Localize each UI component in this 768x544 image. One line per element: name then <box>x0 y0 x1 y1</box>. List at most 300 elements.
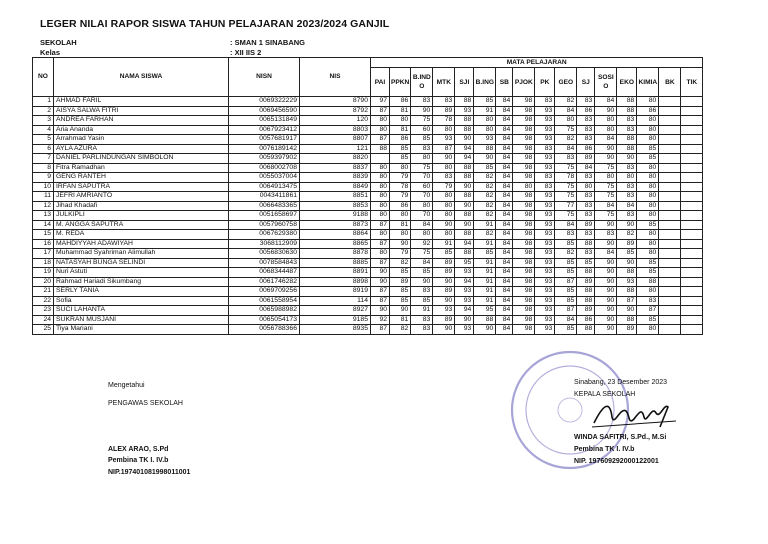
table-row <box>33 268 703 278</box>
score-cell: 88 <box>577 325 595 335</box>
score-cell: 80 <box>637 201 659 211</box>
score-cell: 93 <box>455 287 474 297</box>
table-row <box>33 125 703 135</box>
score-cell: 98 <box>513 249 535 259</box>
score-cell: 93 <box>535 163 555 173</box>
score-cell: 70 <box>411 211 433 221</box>
student-nis: 8864 <box>300 230 371 240</box>
score-cell: 84 <box>496 249 513 259</box>
score-cell: 80 <box>433 192 455 202</box>
subject-header: MTK <box>433 68 455 97</box>
row-number: 15 <box>33 230 54 240</box>
score-cell <box>681 268 703 278</box>
score-cell <box>659 249 681 259</box>
score-cell: 93 <box>455 325 474 335</box>
score-cell: 84 <box>496 325 513 335</box>
student-name: ANDREA FARHAN <box>54 116 229 126</box>
score-cell: 98 <box>513 296 535 306</box>
score-cell: 87 <box>371 296 390 306</box>
student-name: DANIEL PARLINDUNGAN SIMBOLON <box>54 154 229 164</box>
score-cell: 82 <box>474 182 496 192</box>
row-number: 2 <box>33 106 54 116</box>
score-cell: 93 <box>433 135 455 145</box>
score-cell: 98 <box>513 144 535 154</box>
sign-left-role: PENGAWAS SEKOLAH <box>108 400 183 407</box>
score-cell: 75 <box>595 211 617 221</box>
student-nis: 8837 <box>300 163 371 173</box>
score-cell: 85 <box>433 249 455 259</box>
score-cell: 84 <box>496 239 513 249</box>
score-cell: 91 <box>474 258 496 268</box>
score-cell: 93 <box>535 306 555 316</box>
score-cell: 84 <box>496 296 513 306</box>
score-cell: 78 <box>433 116 455 126</box>
score-cell: 93 <box>535 154 555 164</box>
score-cell: 88 <box>637 277 659 287</box>
score-cell: 88 <box>371 144 390 154</box>
student-name: JEFRI AMRIANTO <box>54 192 229 202</box>
score-cell: 83 <box>555 154 577 164</box>
score-cell <box>659 306 681 316</box>
score-cell: 84 <box>411 258 433 268</box>
score-cell: 82 <box>390 258 411 268</box>
table-row <box>33 201 703 211</box>
score-cell: 83 <box>535 173 555 183</box>
score-cell: 80 <box>637 97 659 107</box>
score-cell: 80 <box>637 116 659 126</box>
row-number: 9 <box>33 173 54 183</box>
score-cell: 93 <box>535 249 555 259</box>
score-cell: 90 <box>371 277 390 287</box>
score-cell <box>659 135 681 145</box>
score-cell: 93 <box>535 201 555 211</box>
score-cell: 98 <box>513 268 535 278</box>
score-cell: 93 <box>535 268 555 278</box>
score-cell <box>659 315 681 325</box>
score-cell <box>681 201 703 211</box>
row-number: 12 <box>33 201 54 211</box>
subject-header: SJI <box>455 68 474 97</box>
student-name: SUKRAN MUSJANI <box>54 315 229 325</box>
student-nisn: 0057681917 <box>229 135 300 145</box>
score-cell <box>659 192 681 202</box>
table-row <box>33 182 703 192</box>
score-cell: 84 <box>496 135 513 145</box>
score-cell: 90 <box>371 306 390 316</box>
col-header-name: NAMA SISWA <box>54 58 229 97</box>
student-name: IRFAN SAPUTRA <box>54 182 229 192</box>
score-cell <box>681 258 703 268</box>
score-cell: 98 <box>513 325 535 335</box>
class-row <box>40 48 262 57</box>
score-cell: 98 <box>513 163 535 173</box>
table-row <box>33 306 703 316</box>
score-cell: 93 <box>535 258 555 268</box>
score-cell: 80 <box>637 125 659 135</box>
student-nisn: 0061558954 <box>229 296 300 306</box>
score-cell: 98 <box>513 201 535 211</box>
row-number: 18 <box>33 258 54 268</box>
score-cell: 85 <box>555 258 577 268</box>
score-cell: 84 <box>595 97 617 107</box>
score-cell: 77 <box>555 201 577 211</box>
score-cell: 75 <box>595 182 617 192</box>
score-cell: 89 <box>433 258 455 268</box>
score-cell: 90 <box>595 315 617 325</box>
row-number: 1 <box>33 97 54 107</box>
score-cell <box>681 277 703 287</box>
score-cell: 84 <box>496 287 513 297</box>
score-cell: 80 <box>371 163 390 173</box>
score-cell: 92 <box>411 239 433 249</box>
score-cell: 90 <box>617 154 637 164</box>
row-number: 14 <box>33 220 54 230</box>
score-cell: 80 <box>637 287 659 297</box>
score-cell: 95 <box>474 306 496 316</box>
score-cell: 80 <box>637 135 659 145</box>
student-name: M. REDA <box>54 230 229 240</box>
row-number: 25 <box>33 325 54 335</box>
score-cell: 94 <box>455 239 474 249</box>
student-nisn: 0057960758 <box>229 220 300 230</box>
table-row <box>33 173 703 183</box>
score-cell: 83 <box>577 125 595 135</box>
row-number: 21 <box>33 287 54 297</box>
score-cell: 90 <box>595 154 617 164</box>
score-cell: 84 <box>496 220 513 230</box>
score-cell: 98 <box>513 315 535 325</box>
score-cell: 93 <box>535 125 555 135</box>
row-number: 16 <box>33 239 54 249</box>
score-cell: 90 <box>595 106 617 116</box>
score-cell: 87 <box>555 306 577 316</box>
score-cell: 80 <box>513 182 535 192</box>
score-cell: 84 <box>496 106 513 116</box>
score-cell <box>659 97 681 107</box>
row-number: 22 <box>33 296 54 306</box>
score-cell: 82 <box>390 325 411 335</box>
student-nis: 8865 <box>300 239 371 249</box>
signature-mark <box>590 397 680 431</box>
score-cell: 83 <box>617 211 637 221</box>
row-number: 23 <box>33 306 54 316</box>
sign-right-role: KEPALA SEKOLAH <box>574 391 636 398</box>
score-cell: 84 <box>496 144 513 154</box>
table-row <box>33 192 703 202</box>
score-cell: 90 <box>617 220 637 230</box>
student-nisn: 3068112909 <box>229 239 300 249</box>
score-cell: 80 <box>637 230 659 240</box>
score-cell: 88 <box>617 97 637 107</box>
student-nisn: 0056830630 <box>229 249 300 259</box>
row-number: 4 <box>33 125 54 135</box>
score-cell: 75 <box>411 163 433 173</box>
student-name: Tiya Mariani <box>54 325 229 335</box>
score-cell <box>681 135 703 145</box>
score-cell: 89 <box>617 325 637 335</box>
score-cell: 83 <box>535 97 555 107</box>
sign-left-rank: Pembina TK I. IV.b <box>108 457 169 464</box>
sign-left-name: ALEX ARAO, S.Pd <box>108 446 169 453</box>
score-cell: 85 <box>555 296 577 306</box>
score-cell: 85 <box>390 268 411 278</box>
score-cell: 93 <box>455 296 474 306</box>
score-cell: 84 <box>555 144 577 154</box>
student-nis: 8873 <box>300 220 371 230</box>
score-cell: 84 <box>496 277 513 287</box>
student-nisn: 0067629380 <box>229 230 300 240</box>
score-cell: 98 <box>513 220 535 230</box>
student-nis: 8839 <box>300 173 371 183</box>
row-number: 6 <box>33 144 54 154</box>
student-nisn: 0068002708 <box>229 163 300 173</box>
score-cell: 80 <box>371 211 390 221</box>
score-cell: 80 <box>595 173 617 183</box>
student-nisn: 0069709256 <box>229 287 300 297</box>
score-cell: 80 <box>637 211 659 221</box>
row-number: 24 <box>33 315 54 325</box>
score-cell: 83 <box>411 97 433 107</box>
score-cell: 83 <box>411 325 433 335</box>
score-cell: 80 <box>411 154 433 164</box>
student-nis: 8878 <box>300 249 371 259</box>
table-row <box>33 144 703 154</box>
score-cell: 83 <box>433 173 455 183</box>
sign-right-name: WINDA SAFITRI, S.Pd., M.Si <box>574 434 667 441</box>
score-cell: 98 <box>513 135 535 145</box>
score-cell: 85 <box>617 249 637 259</box>
score-cell: 85 <box>577 258 595 268</box>
student-name: Rahmad Hariadi Sikumbang <box>54 277 229 287</box>
score-cell: 84 <box>411 220 433 230</box>
score-cell: 83 <box>577 201 595 211</box>
score-cell: 75 <box>595 192 617 202</box>
score-cell: 80 <box>637 192 659 202</box>
table-row <box>33 220 703 230</box>
score-cell: 87 <box>371 325 390 335</box>
score-cell: 86 <box>577 144 595 154</box>
score-cell: 90 <box>474 154 496 164</box>
table-row <box>33 287 703 297</box>
score-cell: 87 <box>555 277 577 287</box>
score-cell <box>659 163 681 173</box>
score-cell <box>659 116 681 126</box>
score-cell: 90 <box>595 220 617 230</box>
score-cell: 86 <box>577 315 595 325</box>
score-cell: 75 <box>555 163 577 173</box>
student-nis: 9185 <box>300 315 371 325</box>
col-header-no: NO <box>33 58 54 97</box>
score-cell: 88 <box>617 268 637 278</box>
score-cell: 84 <box>595 201 617 211</box>
score-cell: 91 <box>433 239 455 249</box>
score-cell: 88 <box>617 315 637 325</box>
score-cell <box>681 325 703 335</box>
score-cell: 87 <box>371 106 390 116</box>
student-nisn: 0055037004 <box>229 173 300 183</box>
student-nis: 8820 <box>300 154 371 164</box>
score-cell: 84 <box>496 116 513 126</box>
score-cell: 83 <box>577 230 595 240</box>
score-cell: 85 <box>637 220 659 230</box>
table-row <box>33 163 703 173</box>
score-cell: 80 <box>433 163 455 173</box>
score-cell <box>681 173 703 183</box>
row-number: 8 <box>33 163 54 173</box>
student-nisn: 0065054173 <box>229 315 300 325</box>
student-nisn: 0066483365 <box>229 201 300 211</box>
score-cell: 80 <box>433 201 455 211</box>
score-cell: 83 <box>555 230 577 240</box>
score-cell: 80 <box>555 116 577 126</box>
score-cell <box>681 182 703 192</box>
score-cell: 93 <box>535 192 555 202</box>
score-cell: 85 <box>474 97 496 107</box>
score-cell: 84 <box>617 201 637 211</box>
student-nis: 8803 <box>300 125 371 135</box>
score-cell <box>681 315 703 325</box>
score-cell: 89 <box>617 239 637 249</box>
student-nis: 8891 <box>300 268 371 278</box>
score-cell <box>659 277 681 287</box>
score-cell: 83 <box>535 182 555 192</box>
score-cell: 80 <box>637 249 659 259</box>
score-cell: 90 <box>595 325 617 335</box>
score-cell: 89 <box>577 306 595 316</box>
score-cell: 85 <box>474 249 496 259</box>
score-cell: 91 <box>474 296 496 306</box>
score-cell: 90 <box>433 220 455 230</box>
score-cell: 98 <box>513 173 535 183</box>
score-cell: 89 <box>577 154 595 164</box>
subject-header: B.ING <box>474 68 496 97</box>
score-cell: 81 <box>390 106 411 116</box>
student-nisn: 0061746282 <box>229 277 300 287</box>
score-cell: 90 <box>455 220 474 230</box>
student-name: Aria Ananda <box>54 125 229 135</box>
score-cell: 93 <box>455 268 474 278</box>
score-cell: 94 <box>455 154 474 164</box>
score-cell: 89 <box>433 315 455 325</box>
document-title: LEGER NILAI RAPOR SISWA TAHUN PELAJARAN 2023/2024 GANJIL <box>40 18 390 30</box>
subject-header: PJOK <box>513 68 535 97</box>
score-cell: 83 <box>577 249 595 259</box>
score-cell: 91 <box>411 306 433 316</box>
row-number: 11 <box>33 192 54 202</box>
col-header-nisn: NISN <box>229 58 300 97</box>
score-cell: 83 <box>617 125 637 135</box>
student-nis: 8898 <box>300 277 371 287</box>
score-cell: 85 <box>637 268 659 278</box>
score-cell <box>659 230 681 240</box>
student-name: AYLA AZURA <box>54 144 229 154</box>
score-cell: 98 <box>513 106 535 116</box>
score-cell: 82 <box>474 201 496 211</box>
score-cell: 80 <box>411 230 433 240</box>
score-cell: 86 <box>390 135 411 145</box>
score-cell: 89 <box>433 287 455 297</box>
score-cell: 98 <box>513 258 535 268</box>
score-cell: 93 <box>535 116 555 126</box>
score-cell: 88 <box>455 211 474 221</box>
sign-right-date: Sinabang, 23 Desember 2023 <box>574 379 668 386</box>
score-cell: 98 <box>513 239 535 249</box>
score-cell: 85 <box>555 239 577 249</box>
score-cell: 84 <box>496 192 513 202</box>
score-cell: 93 <box>535 230 555 240</box>
score-cell: 80 <box>411 201 433 211</box>
student-nisn: 0067923412 <box>229 125 300 135</box>
student-nisn: 0069322229 <box>229 97 300 107</box>
score-cell: 88 <box>617 135 637 145</box>
student-nis: 8919 <box>300 287 371 297</box>
score-cell: 91 <box>474 220 496 230</box>
score-cell: 85 <box>637 154 659 164</box>
score-cell: 83 <box>433 97 455 107</box>
score-cell: 82 <box>555 97 577 107</box>
score-cell: 98 <box>513 192 535 202</box>
grades-table <box>32 57 703 335</box>
table-row <box>33 315 703 325</box>
score-cell: 93 <box>535 211 555 221</box>
row-number: 5 <box>33 135 54 145</box>
score-cell: 70 <box>411 173 433 183</box>
score-cell: 82 <box>474 173 496 183</box>
score-cell: 91 <box>474 277 496 287</box>
score-cell: 80 <box>637 173 659 183</box>
student-nis: 8935 <box>300 325 371 335</box>
score-cell: 80 <box>390 230 411 240</box>
score-cell: 80 <box>577 182 595 192</box>
student-nisn: 0064913475 <box>229 182 300 192</box>
score-cell: 81 <box>390 125 411 135</box>
subject-header: KIMIA <box>637 68 659 97</box>
subject-header: SOSI O <box>595 68 617 97</box>
score-cell: 85 <box>637 315 659 325</box>
score-cell: 85 <box>555 325 577 335</box>
score-cell: 80 <box>595 116 617 126</box>
score-cell <box>681 116 703 126</box>
score-cell: 80 <box>371 249 390 259</box>
score-cell: 90 <box>433 154 455 164</box>
score-cell: 80 <box>433 125 455 135</box>
student-nis: 120 <box>300 116 371 126</box>
score-cell: 98 <box>513 211 535 221</box>
score-cell: 90 <box>595 277 617 287</box>
score-cell <box>681 125 703 135</box>
score-cell: 82 <box>474 230 496 240</box>
score-cell: 88 <box>577 239 595 249</box>
student-name: Muhammad Syahriman Alimullah <box>54 249 229 259</box>
student-nis: 8790 <box>300 97 371 107</box>
score-cell: 93 <box>535 239 555 249</box>
score-cell: 98 <box>513 230 535 240</box>
col-header-nis: NIS <box>300 58 371 97</box>
score-cell <box>681 163 703 173</box>
score-cell: 83 <box>535 144 555 154</box>
score-cell <box>659 287 681 297</box>
table-row <box>33 97 703 107</box>
score-cell: 75 <box>555 211 577 221</box>
score-cell: 80 <box>433 230 455 240</box>
score-cell: 84 <box>496 258 513 268</box>
score-cell: 94 <box>455 306 474 316</box>
score-cell: 81 <box>390 315 411 325</box>
score-cell: 83 <box>577 192 595 202</box>
score-cell <box>681 239 703 249</box>
score-cell: 89 <box>577 220 595 230</box>
score-cell: 84 <box>595 135 617 145</box>
